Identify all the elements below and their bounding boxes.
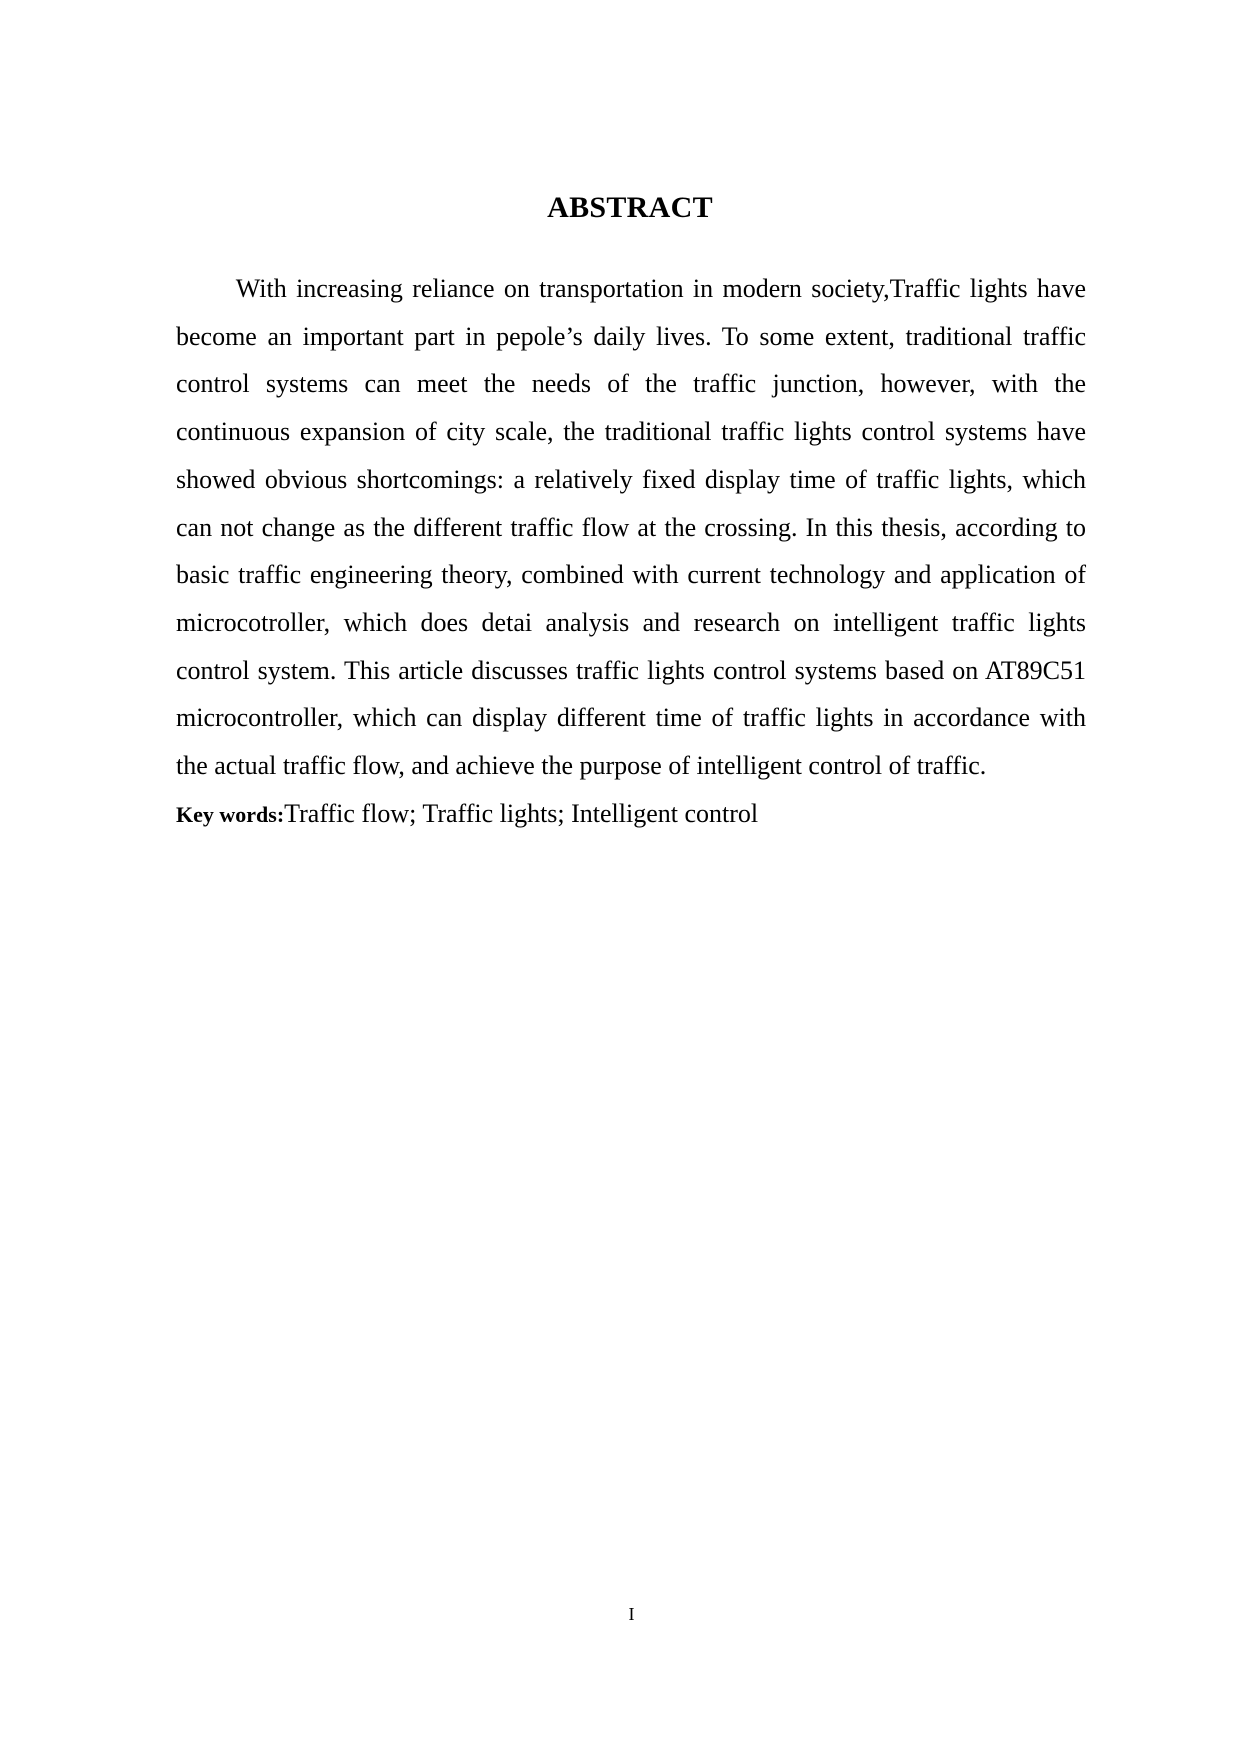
abstract-title: ABSTRACT <box>547 191 713 224</box>
keywords-separator: : <box>276 801 285 827</box>
page-number: I <box>628 1604 635 1624</box>
keywords-label: Key words <box>176 801 277 827</box>
keywords-list: Traffic flow; Traffic lights; Intelligent control <box>284 798 759 828</box>
abstract-body <box>176 265 1086 838</box>
abstract-paragraph: With increasing reliance on transportation in modern society,Traffic lights have become an important part in pepole’s daily lives. To some extent, traditional traffic control systems can meet the needs of the traffic junction, however, with the continuous expansion of city scale, the traditional traffic lights control systems have showed obvious shortcomings: a relatively fixed display time of traffic lights, which can not change as the different traffic flow at the crossing. In this thesis, according to basic traffic engineering theory, combined with current technology and application of microcotroller, which does detai analysis and research on intelligent traffic lights control system. This article discusses traffic lights control systems based on AT89C51 microcontroller, which can display different time of traffic lights in accordance with the actual traffic flow, and achieve the purpose of intelligent control of traffic. <box>176 274 1086 781</box>
keywords-line <box>176 790 1086 839</box>
